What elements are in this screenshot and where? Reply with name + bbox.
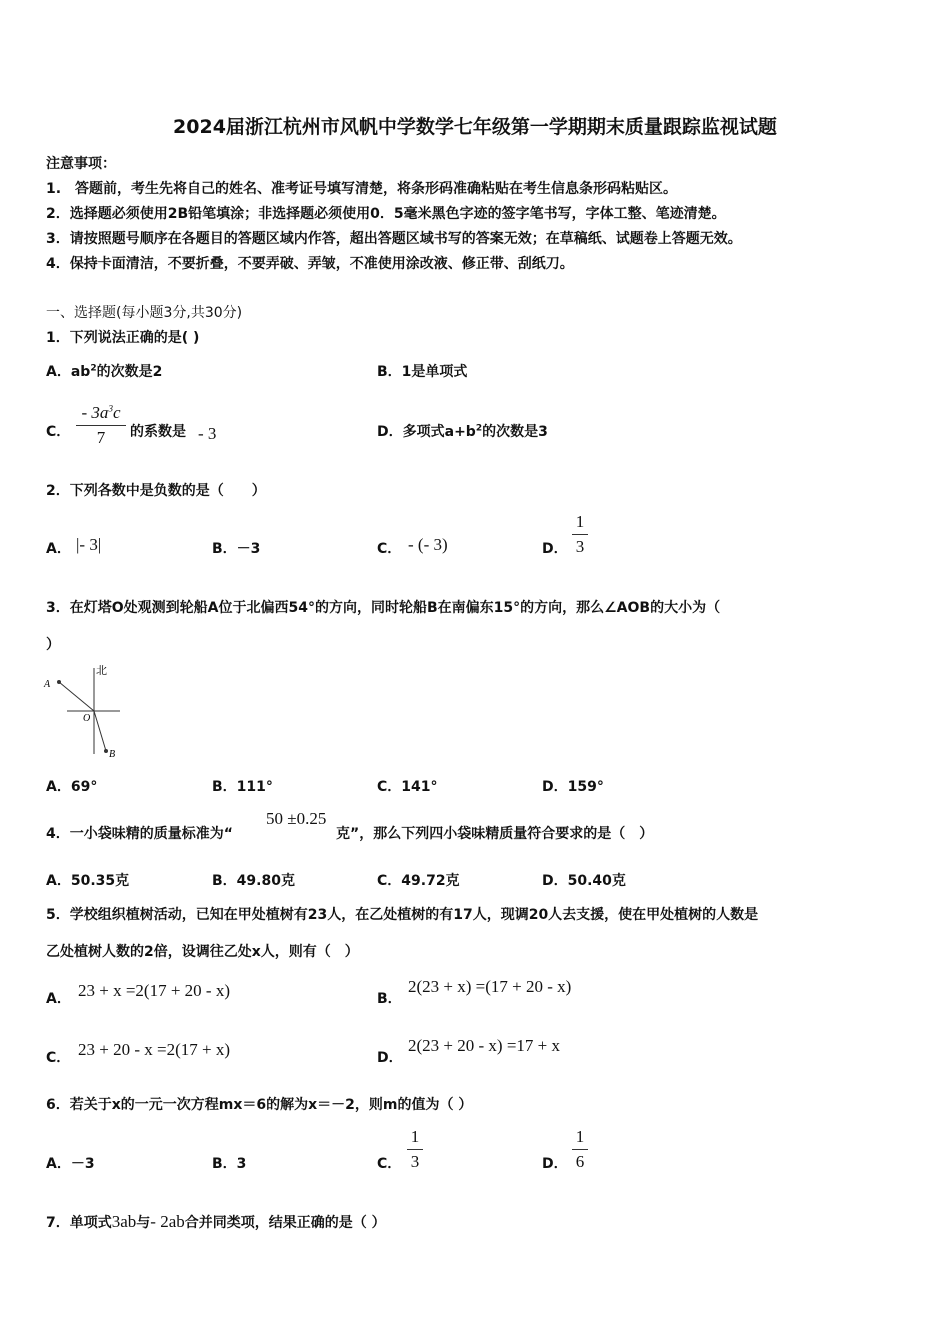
- q6-option-c-fraction: 1 3: [407, 1127, 423, 1172]
- q4-stem-post: 克”，那么下列四小袋味精质量符合要求的是（ ）: [336, 826, 654, 842]
- q5-option-a-label: A．: [46, 991, 71, 1007]
- q6-option-a: A．－3: [46, 1156, 95, 1172]
- q5-stem-line2: 乙处植树人数的2倍，设调往乙处x人，则有（ ）: [46, 944, 359, 960]
- q6-stem: 6．若关于x的一元一次方程mx＝6的解为x＝－2，则m的值为（ ）: [46, 1097, 473, 1113]
- q3-direction-figure: [40, 660, 130, 765]
- q3-option-b: B．111°: [212, 779, 273, 795]
- q1-option-c-label: C．: [46, 424, 71, 440]
- q5-option-d-equation: 2(23 + 20 - x) =17 + x: [408, 1036, 560, 1055]
- q3-option-a: A．69°: [46, 779, 98, 795]
- q2-stem: 2．下列各数中是负数的是（ ）: [46, 483, 266, 499]
- q4-option-d: D．50.40克: [542, 873, 626, 889]
- q1-option-c-fraction: - $3a^3c$ 7: [76, 398, 126, 448]
- q3-option-d: D．159°: [542, 779, 604, 795]
- q3-option-c: C．141°: [377, 779, 438, 795]
- notice-item-1: 1. 答题前，考生先将自己的姓名、准考证号填写清楚，将条形码准确粘贴在考生信息条形码粘贴区。: [46, 181, 678, 197]
- q1-option-c-value: - 3: [198, 424, 217, 443]
- q5-option-b-equation: 2(23 + x) =(17 + 20 - x): [408, 977, 572, 996]
- figure-point-b: B: [109, 749, 116, 760]
- q5-option-b-label: B．: [377, 991, 402, 1007]
- q2-option-c-label: C．: [377, 541, 402, 557]
- notice-heading: 注意事项：: [46, 156, 116, 172]
- q2-option-c-value: - (- 3): [408, 535, 448, 554]
- q3-stem-end: ）: [46, 637, 60, 653]
- q1-option-c-text: 的系数是: [130, 424, 186, 440]
- figure-point-a: A: [44, 679, 51, 690]
- notice-item-3: 3．请按照题号顺序在各题目的答题区域内作答，超出答题区域书写的答案无效；在草稿纸、试题卷上答题无效。: [46, 231, 742, 247]
- q2-option-d-fraction: 1 3: [572, 512, 588, 557]
- q1-option-a: A．$ab^2$的次数是2: [46, 363, 163, 380]
- q6-option-b: B．3: [212, 1156, 247, 1172]
- q6-option-d-fraction: 1 6: [572, 1127, 588, 1172]
- q1-stem: 1．下列说法正确的是( ): [46, 330, 200, 346]
- q3-stem: 3．在灯塔O处观测到轮船A位于北偏西54°的方向，同时轮船B在南偏东15°的方向，那么∠AOB的大小为（: [46, 600, 721, 616]
- q4-option-b: B．49.80克: [212, 873, 295, 889]
- q1-option-b: B．1是单项式: [377, 364, 468, 380]
- q5-option-d-label: D．: [377, 1050, 403, 1066]
- q2-option-a-value: |- 3|: [76, 535, 102, 554]
- q2-option-a-label: A．: [46, 541, 71, 557]
- page-title: 2024届浙江杭州市风帆中学数学七年级第一学期期末质量跟踪监视试题: [173, 116, 777, 138]
- q5-option-c-label: C．: [46, 1050, 71, 1066]
- q6-option-c-label: C．: [377, 1156, 402, 1172]
- q5-stem-line1: 5．学校组织植树活动，已知在甲处植树有23人，在乙处植树的有17人，现调20人去支援，使在甲处植树的人数是: [46, 907, 759, 923]
- q4-standard-value: 50 ±0.25: [266, 809, 327, 828]
- q2-option-b: B．－3: [212, 541, 261, 557]
- q4-option-c: C．49.72克: [377, 873, 460, 889]
- q2-option-d-label: D．: [542, 541, 568, 557]
- notice-item-2: 2．选择题必须使用2B铅笔填涂；非选择题必须使用0．5毫米黑色字迹的签字笔书写，字体工整、笔迹清楚。: [46, 206, 726, 222]
- q4-option-a: A．50.35克: [46, 873, 130, 889]
- figure-point-o: O: [83, 713, 91, 724]
- q5-option-a-equation: 23 + x =2(17 + 20 - x): [78, 981, 230, 1000]
- section-heading: 一、选择题(每小题3分,共30分): [46, 305, 243, 321]
- q5-option-c-equation: 23 + 20 - x =2(17 + x): [78, 1040, 230, 1059]
- q1-option-d: D．多项式$a+b^2$的次数是3: [377, 423, 548, 440]
- q6-option-d-label: D．: [542, 1156, 568, 1172]
- q7-stem: 7．单项式3ab与- 2ab合并同类项，结果正确的是（ ）: [46, 1212, 386, 1231]
- figure-north-label: 北: [96, 664, 107, 677]
- q4-stem-pre: 4．一小袋味精的质量标准为“: [46, 826, 233, 842]
- notice-item-4: 4．保持卡面清洁，不要折叠，不要弄破、弄皱，不准使用涂改液、修正带、刮纸刀。: [46, 256, 574, 272]
